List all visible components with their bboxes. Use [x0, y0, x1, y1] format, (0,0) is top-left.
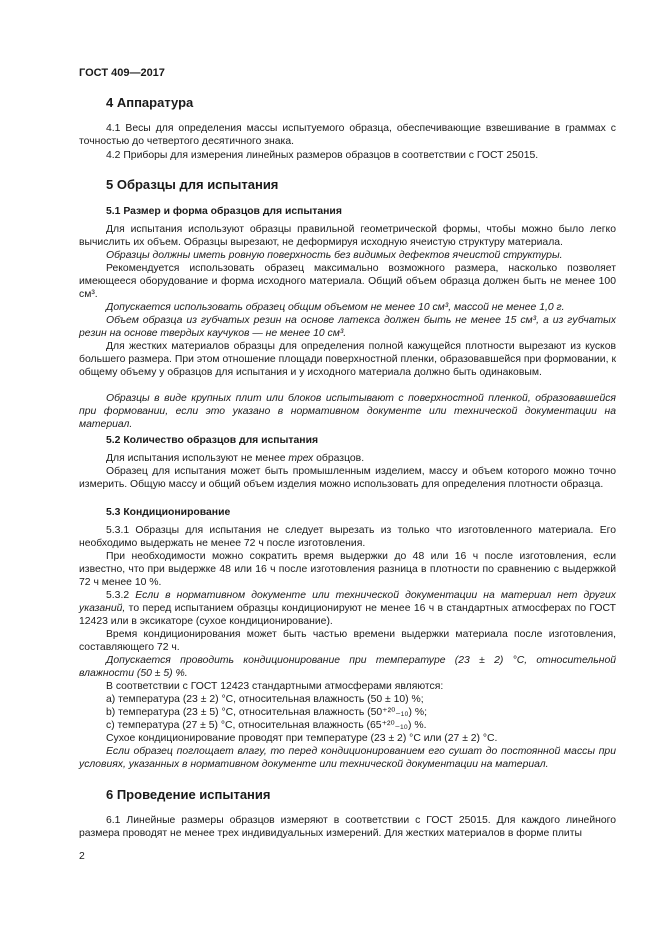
- paragraph-5-1-f: Для жестких материалов образцы для определения полной кажущейся плотности вырезают из кусков большего размера. При этом отношение площади поверхностной пленки, образовавшейся при формовании, к общему объему у образцов для испытания и у исходного материала должно быть одинаковым.: [79, 341, 616, 378]
- paragraph-5-3-2: [79, 590, 616, 629]
- paragraph-5-1-c: Рекомендуется использовать образец максимально возможного размера, насколько позволяет имеющееся оборудование и форма исходного материала. Общий объем образца должен быть не менее 100 см³.: [79, 263, 616, 300]
- paragraph-5-1-g: Образцы в виде крупных плит или блоков испытывают с поверхностной пленкой, образовавшейся при формовании, если это указано в нормативном документе или технической документации на материал.: [79, 393, 616, 430]
- list-item-a: а) температура (23 ± 2) °С, относительная влажность (50 ± 10) %;: [106, 694, 424, 705]
- paragraph-5-2-a-part1: Для испытания используют не менее: [106, 453, 289, 464]
- paragraph-6-1: 6.1 Линейные размеры образцов измеряют в соответствии с ГОСТ 25015. Для каждого линейного размера проводят не менее трех индивидуальных измерений. Для жестких материалов в форме плиты: [79, 815, 616, 839]
- paragraph-5-3-1-b: При необходимости можно сократить время выдержки до 48 или 16 ч после изготовления, если известно, что при выдержке 48 или 16 ч после изготовления разница в плотности по сравнению с выдержкой 72 ч менее 10 %.: [79, 551, 616, 588]
- paragraph-4-1: 4.1 Весы для определения массы испытуемого образца, обеспечивающие взвешивание в граммах с точностью до четвертого десятичного знака.: [79, 123, 616, 147]
- list-item-b: b) температура (23 ± 5) °С, относительная влажность (50⁺²⁰₋₁₀) %;: [106, 707, 428, 718]
- section-6-title: 6 Проведение испытания: [106, 787, 271, 802]
- paragraph-5-3-2-emphasis: Если в нормативном документе или технической документации на материал нет других указаний,: [79, 590, 617, 614]
- paragraph-5-2-a-emphasis: трех: [288, 453, 314, 464]
- paragraph-5-3-2-c: Допускается проводить кондиционирование при температуре (23 ± 2) °С, относительной влажности (50 ± 5) %.: [79, 655, 616, 679]
- paragraph-5-3-2-f: Если образец поглощает влагу, то перед кондиционированием его сушат до постоянной массы при условиях, указанных в нормативном документе или технической документации на материал.: [79, 746, 616, 770]
- paragraph-5-2-a-part2: образцов.: [313, 453, 365, 464]
- section-5-1-title: 5.1 Размер и форма образцов для испытания: [106, 206, 342, 217]
- section-5-title: 5 Образцы для испытания: [106, 177, 279, 192]
- paragraph-5-1-d: Допускается использовать образец общим объемом не менее 10 см³, массой не менее 1,0 г.: [106, 302, 565, 313]
- paragraph-5-2-b: Образец для испытания может быть промышленным изделием, массу и объем которого можно точно измерить. Общую массу и общий объем изделия можно использовать для определения плотности образца.: [79, 466, 616, 490]
- paragraph-5-3-2-b: Время кондиционирования может быть частью времени выдержки материала после изготовления, составляющего 72 ч.: [79, 629, 616, 653]
- paragraph-5-1-e: Объем образца из губчатых резин на основе латекса должен быть не менее 15 см³, а из губчатых резин на основе твердых каучуков — не менее 10 см³.: [79, 315, 616, 339]
- section-5-3-title: 5.3 Кондиционирование: [106, 507, 231, 518]
- section-5-2-title: 5.2 Количество образцов для испытания: [106, 435, 319, 446]
- paragraph-5-2-a: [79, 453, 616, 466]
- section-4-title: 4 Аппаратура: [106, 95, 194, 110]
- paragraph-5-3-2-rest: то перед испытанием образцы кондиционируют не менее 16 ч в стандартных атмосферах по ГОСТ 12423 или в эксикаторе (сухое кондиционирование).: [79, 602, 616, 627]
- paragraph-5-1-b: Образцы должны иметь ровную поверхность без видимых дефектов ячеистой структуры.: [106, 250, 563, 261]
- document-header: ГОСТ 409—2017: [79, 67, 165, 79]
- paragraph-4-2: 4.2 Приборы для измерения линейных размеров образцов в соответствии с ГОСТ 25015.: [106, 150, 539, 161]
- paragraph-5-3-1: 5.3.1 Образцы для испытания не следует вырезать из только что изготовленного материала. Его необходимо выдержать не менее 72 ч после изготовления.: [79, 525, 616, 549]
- page-number: 2: [79, 851, 85, 862]
- paragraph-5-1-a: Для испытания используют образцы правильной геометрической формы, чтобы можно было легко вычислить их объем. Образцы вырезают, не деформируя исходную ячеистую структуру материала.: [79, 224, 616, 248]
- paragraph-5-3-2-e: Сухое кондиционирование проводят при температуре (23 ± 2) °С или (27 ± 2) °С.: [106, 733, 498, 744]
- paragraph-5-3-2-num: 5.3.2: [106, 590, 136, 601]
- paragraph-5-3-2-d: В соответствии с ГОСТ 12423 стандартными атмосферами являются:: [106, 681, 444, 692]
- list-item-c: c) температура (27 ± 5) °С, относительная влажность (65⁺²⁰₋₁₀) %.: [106, 720, 427, 731]
